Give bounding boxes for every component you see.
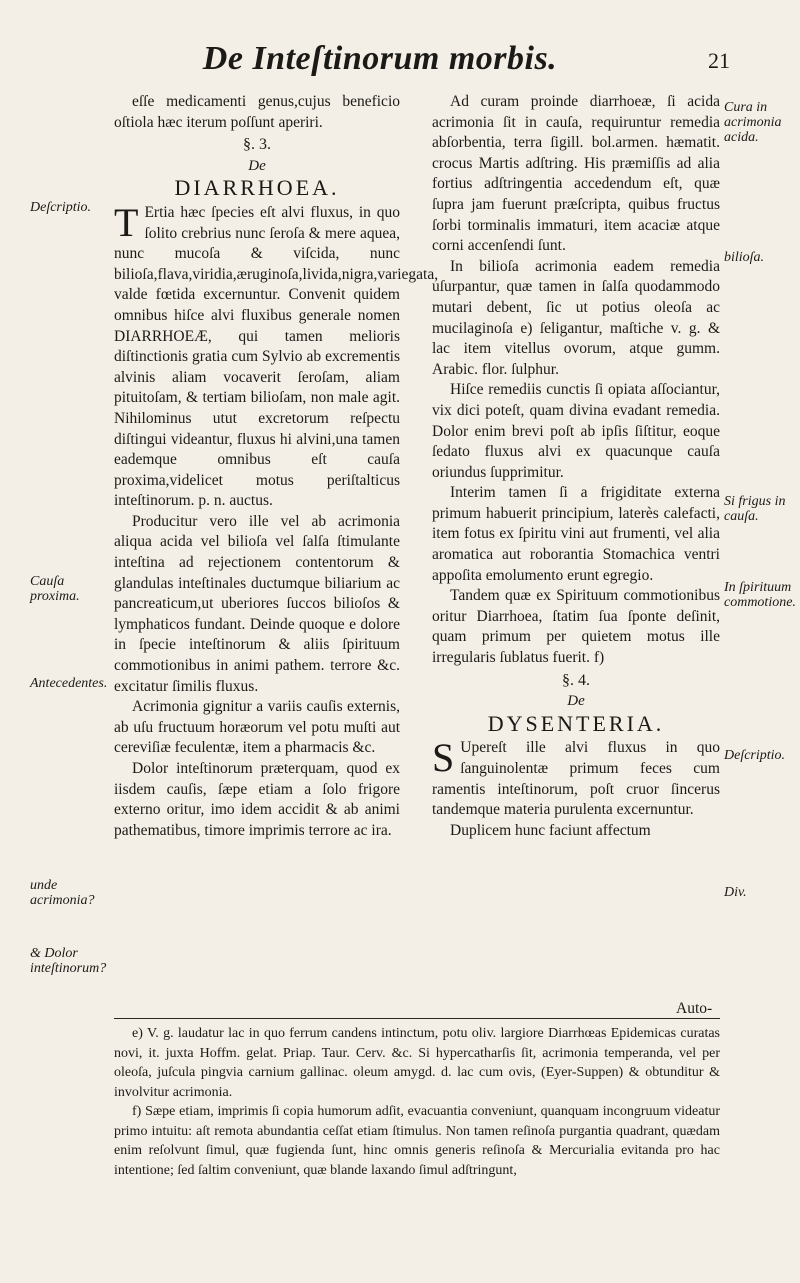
- margin-note-descriptio: Deſcriptio.: [30, 200, 92, 215]
- footnotes: [114, 1024, 720, 1180]
- drop-cap: T: [114, 199, 139, 245]
- paragraph: Duplicem hunc faciunt affectum: [450, 821, 651, 839]
- paragraph: Ad curam proinde diarrhoeæ, ſi acida acrimonia ſit in cauſa, requiruntur remedia abſorbentia, terra ſigill. bol.armen. hæmatit. crocus Martis adſtring. His præmiſſis ad alia fortius adſtringentia accedendum eſt, quæ ſupra jam fuerunt præſcripta, quibus fructus ſorbi torminalis immaturi, item acaciæ atque corni accenſendi ſunt.: [432, 93, 720, 255]
- paragraph: eſſe medicamenti genus,cujus beneficio oſtiola hæc iterum poſſunt aperiri.: [114, 93, 400, 131]
- page-header: [0, 40, 800, 80]
- footnote-f: f) Sæpe etiam, imprimis ſi copia humorum adſit, evacuantia conveniunt, quanquam incongruum videatur primo intuitu: aſt remota abundantia ceſſat etiam ſtimulus. Non tamen reſinoſa purgantia quadrant, quædam enim reſolvunt ſimul, quæ fugienda ſunt, hinc omnis generis reſinoſa & Mercurialia evitanda pro hac intentione; ſed ſaltim conveniunt, quæ blande laxando ſimul adſtringunt,: [114, 1104, 720, 1178]
- right-column: [432, 92, 720, 841]
- page-number: 21: [708, 48, 730, 73]
- paragraph-text: Ertia hæc ſpecies eſt alvi fluxus, in quo ſolito crebrius nunc ſeroſa & mere aquea, nunc mucoſa & viſcida, nunc bilioſa,flava,viridia,æruginoſa,livida,nigra,variegata, valde fœtida excernuntur. Convenit quidem omnibus hiſce alvi fluxibus generale nomen DIARRHOEÆ, qui tamen melioris diſtinctionis gratia cum Sylvio ab excrementis alvinis aliam vocaverit ſeroſam, aliam pituitoſam, & tertiam bilioſam, non male agit. Nihilominus utut excretorum reſpectu diſtingui videantur, fluxus hi alvini,una tamen eademque omnibus eſt cauſa proxima,videlicet motus periſtalticus inteſtinorum. p. n. auctus.: [114, 203, 439, 510]
- margin-note-unde-acrimonia: unde acrimonia?: [30, 878, 95, 908]
- footnote-divider: [114, 1018, 720, 1019]
- section-heading-dysenteria: [432, 671, 720, 735]
- paragraph: Interim tamen ſi a frigiditate externa primum habuerit principium, laterès calefacti, item fotus ex ſpiritu vini aut frumenti, vel alia aromatica aut roborantia Stomachica ventri appoſita emolumento erunt egregio.: [432, 484, 720, 584]
- paragraph: Acrimonia gignitur a variis cauſis externis, ab uſu fructuum horæorum vel potu muſti aut cereviſiæ feculentæ, item a pharmacis &c.: [114, 698, 400, 757]
- margin-note-spirituum-commotione: In ſpirituum commotione.: [724, 580, 796, 610]
- section-number: §. 3.: [243, 136, 271, 154]
- margin-note-causa-proxima: Cauſa proxima.: [30, 574, 80, 604]
- running-title: De Inteſtinorum morbis.: [202, 40, 558, 77]
- paragraph: Producitur vero ille vel ab acrimonia aliqua acida vel bilioſa vel ſalſa ſtimulante inteſtina ad rejectionem contentorum & glandulas inteſtinales ductumque biliarium ac pancreaticum,ut uberiores ſuccos bilioſos & lymphaticos fundant. Deinde quoque e dolore in ſpecie inteſtinorum & aliis ſpirituum commotionibus in animi pathem. terrore &c. excitatur ſimilis fluxus.: [114, 512, 400, 695]
- section-title: DYSENTERIA.: [487, 710, 665, 736]
- margin-note-antecedentes: Antecedentes.: [30, 676, 108, 691]
- margin-note-si-frigus: Si frigus in cauſa.: [724, 494, 786, 524]
- section-title: DIARRHOEA.: [174, 175, 340, 201]
- left-column: [114, 92, 439, 841]
- paragraph: Tandem quæ ex Spirituum commotionibus oritur Diarrhoea, ſtatim ſua ſponte deſinit, quam primum per quietem motus ille irregularis ſublatus fuerit. f): [432, 587, 720, 667]
- margin-note-div: Div.: [724, 885, 747, 900]
- section-prefix: De: [567, 693, 585, 710]
- section-prefix: De: [248, 157, 266, 174]
- section-number: §. 4.: [562, 671, 590, 689]
- margin-note-cura-acrimonia: Cura in acrimonia acida.: [724, 100, 782, 145]
- margin-note-biliosa: bilioſa.: [724, 250, 765, 265]
- section-heading-diarrhoea: [114, 135, 400, 199]
- drop-cap: S: [432, 735, 455, 781]
- paragraph: Dolor inteſtinorum præterquam, quod ex iisdem cauſis, ſæpe etiam a ſolo frigore externo oritur, imo idem accidit & ab animi pathematibus, timore imprimis terrore ac ira.: [114, 760, 400, 839]
- margin-note-descriptio-right: Deſcriptio.: [724, 748, 786, 763]
- catchword: Auto-: [676, 1000, 713, 1017]
- paragraph: [432, 735, 720, 820]
- footnote-e: e) V. g. laudatur lac in quo ferrum candens intinctum, potu oliv. largiore Diarrhœas Epidemicas curatas novi, it. juxta Hoffm. gelat. Priap. Taur. Cerv. &c. Si hypercatharſis ſit, acrimonia temperanda, vel per oleoſa, juſcula pingvia carnium gallinac. oleum amygd. d. lac cum ovis, (Eyer-Suppen) & obtunditur & involvitur acrimonia.: [114, 1026, 720, 1100]
- paragraph: [114, 199, 439, 512]
- paragraph: Hiſce remediis cunctis ſi opiata aſſociantur, vix dici poteſt, quam divina evadant remedia. Dolor enim brevi poſt ab ipſis ſiſtitur, eoque ſedato fluxus alvi ex quacunque cauſa oriundus ſupprimitur.: [432, 381, 720, 481]
- paragraph: In bilioſa acrimonia eadem remedia uſurpantur, quæ tamen in ſalſa quodammodo mutari debent, ſic ut potius oleoſa ac mucilaginoſa e) ſeligantur, maſtiche v. g. & lac item vitellus ovorum, atque gumm. Arabic. flor. ſulphur.: [432, 257, 720, 378]
- paragraph-text: Upereſt ille alvi fluxus in quo ſanguinolentæ primum feces cum ramentis inteſtinorum, poſt cruor ſincerus tandemque materia purulenta excernuntur.: [432, 739, 720, 819]
- margin-note-dolor-intestinorum: & Dolor inteſtinorum?: [30, 946, 107, 976]
